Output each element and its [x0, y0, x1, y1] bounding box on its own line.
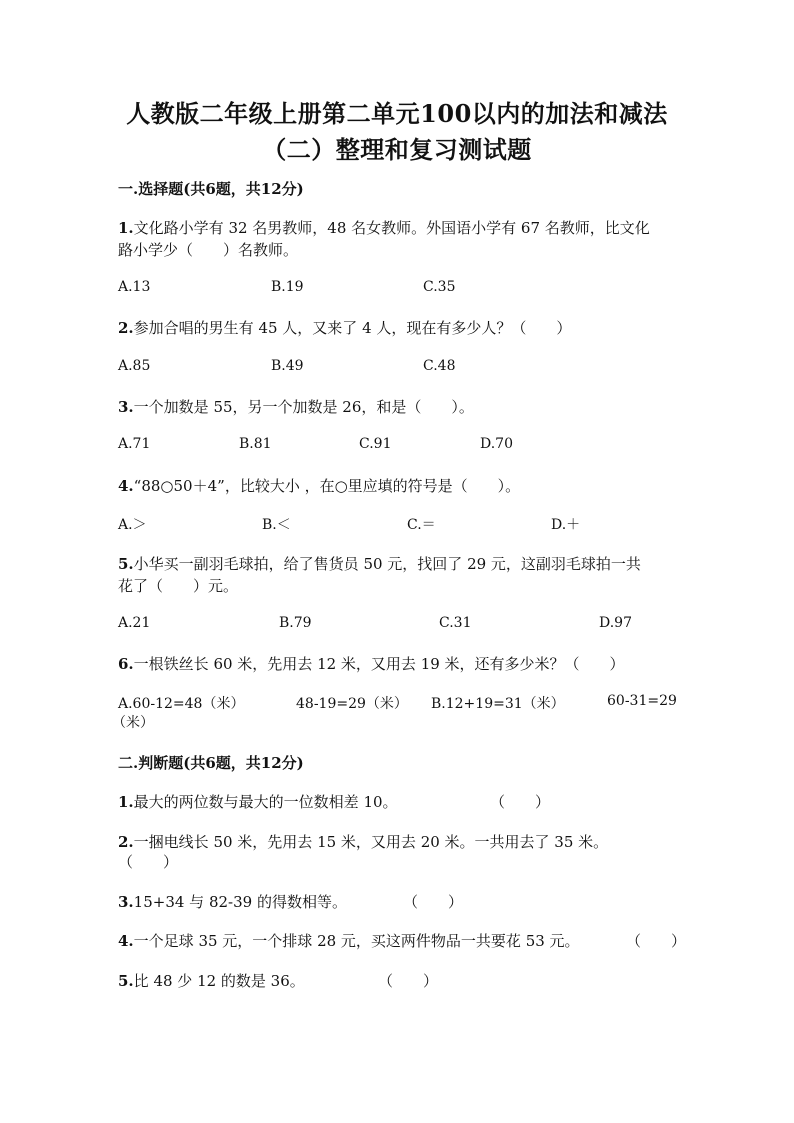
- answer-blank[interactable]: （ ）: [403, 893, 464, 911]
- option-b[interactable]: B.81: [239, 436, 272, 452]
- option-a[interactable]: A.71: [118, 436, 151, 452]
- question-number: 5.: [118, 555, 134, 573]
- question-1: [118, 217, 650, 238]
- page-title: 人教版二年级上册第二单元100以内的加法和减法: [126, 99, 668, 128]
- judge-question-4: [118, 930, 580, 951]
- option-a[interactable]: A.60-12=48（米）: [118, 696, 245, 712]
- judge-question-3: [118, 891, 347, 912]
- option-b[interactable]: B.49: [271, 358, 304, 374]
- judge-question-1: [118, 791, 398, 812]
- question-4: [118, 475, 520, 496]
- option-a[interactable]: A.13: [118, 279, 151, 295]
- option-d[interactable]: D.＋: [551, 517, 581, 533]
- question-number: 4.: [118, 477, 134, 495]
- question-text: 15+34 与 82-39 的得数相等。: [133, 893, 347, 911]
- question-text: “88○50＋4”，比较大小 ，在○里应填的符号是（ ）。: [133, 477, 521, 495]
- question-number: 3.: [118, 398, 134, 416]
- page-subtitle: （二）整理和复习测试题: [262, 135, 532, 164]
- question-number: 3.: [118, 893, 134, 911]
- question-text: 小华买一副羽毛球拍，给了售货员 50 元，找回了 29 元，这副羽毛球拍一共: [133, 555, 641, 573]
- option-b-continued-unit: （米）: [112, 715, 154, 731]
- question-1-line-2: 路小学少（ ）名教师。: [118, 241, 299, 259]
- option-a-continued: 48-19=29（米）: [296, 696, 408, 712]
- option-c[interactable]: C.＝: [407, 517, 436, 533]
- question-6: [118, 653, 625, 674]
- option-b-continued: 60-31=29: [607, 693, 677, 709]
- option-d[interactable]: D.70: [480, 436, 513, 452]
- question-text: 参加合唱的男生有 45 人，又来了 4 人，现在有多少人？（ ）: [133, 319, 572, 337]
- question-number: 1.: [118, 793, 134, 811]
- option-a[interactable]: A.＞: [118, 517, 147, 533]
- question-text: 一个加数是 55，另一个加数是 26，和是（ ）。: [133, 398, 474, 416]
- answer-blank[interactable]: （ ）: [118, 853, 179, 871]
- question-text: 文化路小学有 32 名男教师，48 名女教师。外国语小学有 67 名教师，比文化: [133, 219, 650, 237]
- judge-question-2: [118, 831, 608, 852]
- answer-blank[interactable]: （ ）: [490, 793, 551, 811]
- question-3: [118, 396, 474, 417]
- question-5: [118, 553, 641, 574]
- option-b[interactable]: B.19: [271, 279, 304, 295]
- question-number: 5.: [118, 972, 134, 990]
- question-number: 2.: [118, 833, 134, 851]
- question-number: 4.: [118, 932, 134, 950]
- option-b[interactable]: B.12+19=31（米）: [431, 696, 565, 712]
- question-number: 6.: [118, 655, 134, 673]
- question-5-line-2: 花了（ ）元。: [118, 577, 239, 595]
- judge-question-5: [118, 970, 305, 991]
- question-number: 1.: [118, 219, 134, 237]
- answer-blank[interactable]: （ ）: [378, 972, 439, 990]
- option-c[interactable]: C.48: [423, 358, 456, 374]
- answer-blank[interactable]: （ ）: [626, 932, 687, 950]
- question-text: 比 48 少 12 的数是 36。: [133, 972, 305, 990]
- question-number: 2.: [118, 319, 134, 337]
- option-b[interactable]: B.＜: [262, 517, 291, 533]
- option-b[interactable]: B.79: [279, 615, 312, 631]
- question-text: 一捆电线长 50 米，先用去 15 米，又用去 20 米。一共用去了 35 米。: [133, 833, 609, 851]
- option-c[interactable]: C.35: [423, 279, 456, 295]
- option-c[interactable]: C.91: [359, 436, 392, 452]
- question-text: 一个足球 35 元，一个排球 28 元，买这两件物品一共要花 53 元。: [133, 932, 580, 950]
- option-c[interactable]: C.31: [439, 615, 472, 631]
- question-text: 最大的两位数与最大的一位数相差 10。: [133, 793, 398, 811]
- section-heading-judge: 二.判断题(共6题，共12分): [118, 754, 304, 772]
- section-heading-choice: 一.选择题(共6题，共12分): [118, 180, 304, 198]
- option-d[interactable]: D.97: [599, 615, 632, 631]
- option-a[interactable]: A.85: [118, 358, 151, 374]
- option-a[interactable]: A.21: [118, 615, 151, 631]
- question-2: [118, 317, 571, 338]
- question-text: 一根铁丝长 60 米，先用去 12 米，又用去 19 米，还有多少米？（ ）: [133, 655, 625, 673]
